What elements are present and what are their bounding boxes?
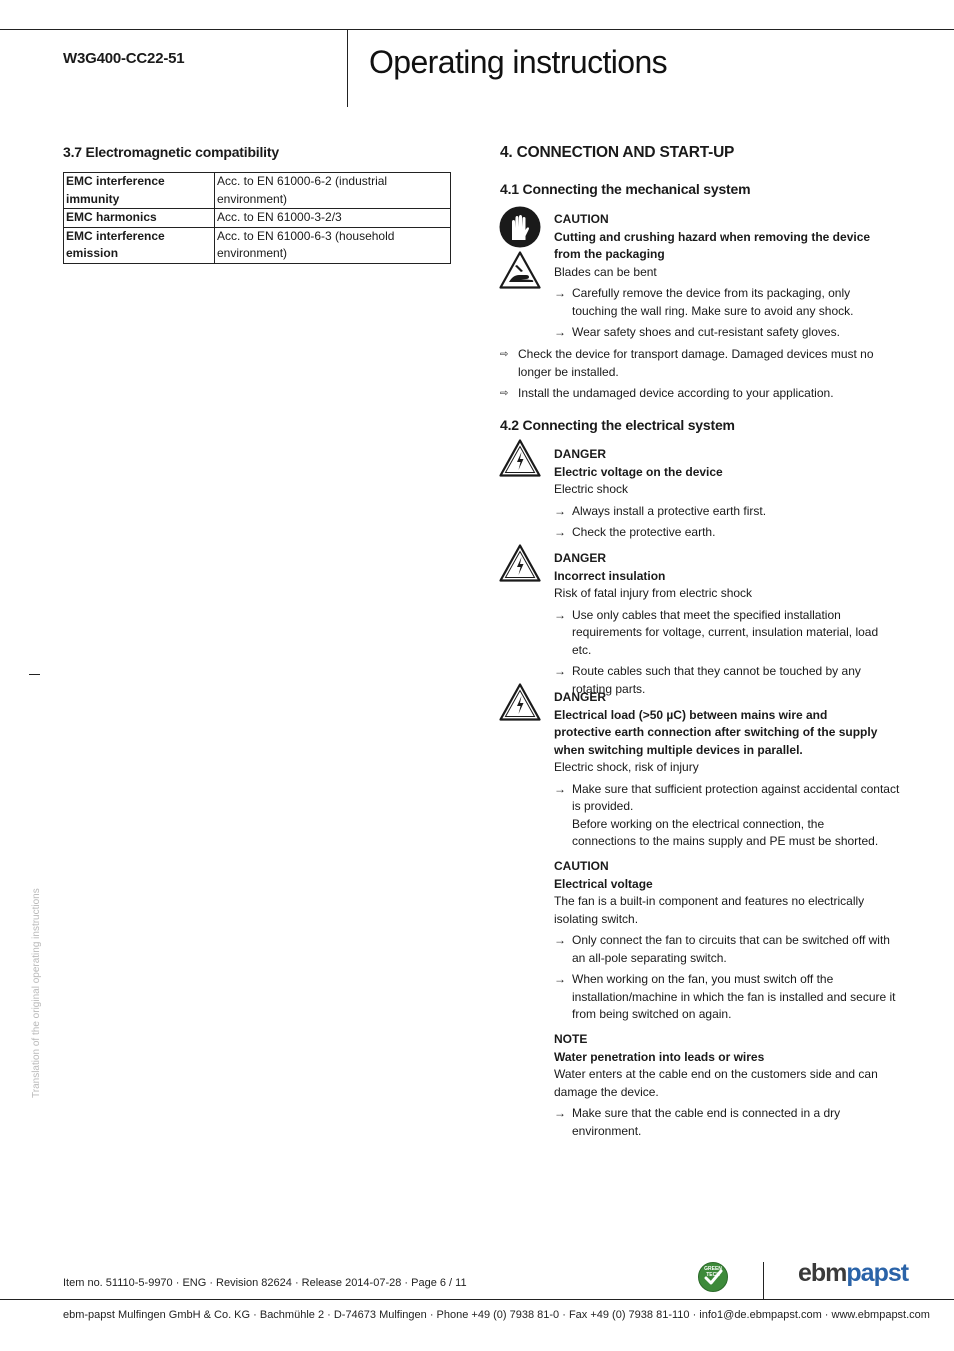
instruction-step: [554, 971, 900, 1024]
bullet-arrow-icon: ⇨: [500, 349, 509, 360]
step-line: is provided.: [572, 799, 634, 813]
table-row: [64, 227, 451, 263]
notice-effect: Blades can be bent: [554, 264, 657, 279]
step-line: Route cables such that they cannot be touched by any: [572, 664, 861, 678]
emc-value-cell: [215, 173, 451, 209]
brand-logo-ebm: ebm: [798, 1259, 847, 1287]
bullet-arrow-icon: ⇨: [500, 388, 509, 399]
notice-subject-line: protective earth connection after switching of the supply: [554, 725, 878, 739]
header-top-rule: [0, 29, 954, 30]
cell-line: immunity: [66, 191, 120, 206]
section-4-heading: 4. CONNECTION AND START-UP: [500, 144, 735, 161]
emc-table: [63, 172, 451, 264]
notice-level: CAUTION: [554, 212, 609, 226]
instruction-step: [554, 324, 900, 342]
notice-subject-line: Electric voltage on the device: [554, 464, 723, 479]
notice-effect: Electric shock, risk of injury: [554, 760, 699, 774]
page-title: Operating instructions: [369, 44, 668, 80]
instruction-step: [554, 932, 900, 967]
notice-subject-line: Electrical voltage: [554, 876, 653, 891]
cell-line: EMC interference: [66, 228, 165, 243]
step-line: Before working on the electrical connection, the: [572, 816, 825, 831]
notice-subject-line: when switching multiple devices in parallel.: [554, 742, 803, 757]
danger-notice-electrical-load: [554, 689, 900, 851]
cell-line: environment): [217, 191, 288, 206]
notice-effect-line: damage the device.: [554, 1084, 659, 1099]
step-line: connections to the mains supply and PE must be shorted.: [572, 834, 879, 848]
step-line: Use only cables that meet the specified installation: [572, 607, 841, 622]
arrow-icon: →: [554, 664, 566, 678]
step-line: Make sure that the cable end is connected in a dry: [572, 1106, 841, 1120]
electric-voltage-warning-icon: [499, 544, 541, 587]
brand-logo: [798, 1259, 908, 1288]
emc-value-cell: [215, 227, 451, 263]
electric-voltage-warning-icon: [499, 439, 541, 482]
step-line: Wear safety shoes and cut-resistant safety gloves.: [572, 325, 840, 339]
notice-level: DANGER: [554, 690, 607, 704]
electric-voltage-warning-icon: [499, 683, 541, 726]
arrow-icon: →: [554, 607, 566, 622]
instruction-step: [554, 285, 900, 320]
step-line: an all-pole separating switch.: [572, 950, 727, 965]
step-line: from being switched on again.: [572, 1007, 732, 1021]
arrow-icon: →: [554, 933, 566, 947]
fold-mark: [29, 674, 40, 675]
section-4-2-heading: 4.2 Connecting the electrical system: [500, 417, 735, 433]
instruction-step: [554, 503, 900, 521]
step-line: Make sure that sufficient protection against accidental contact: [572, 781, 900, 796]
arrow-icon: →: [554, 503, 566, 518]
step-line: Carefully remove the device from its packaging, only: [572, 286, 851, 300]
notice-subject-line: Water penetration into leads or wires: [554, 1049, 765, 1064]
arrow-icon: →: [554, 972, 566, 986]
emc-value-cell: [215, 209, 451, 228]
cell-line: emission: [66, 246, 119, 260]
footer-logo-divider: [763, 1262, 764, 1300]
cell-line: Acc. to EN 61000-3-2/3: [217, 210, 342, 224]
notice-level: NOTE: [554, 1032, 588, 1046]
bullet-line: longer be installed.: [518, 364, 619, 379]
caution-notice-electrical-voltage: [554, 858, 900, 1024]
step-line: When working on the fan, you must switch off the: [572, 972, 834, 986]
cell-line: EMC harmonics: [66, 210, 157, 224]
arrow-icon: →: [554, 1106, 566, 1120]
instruction-step: [554, 524, 900, 542]
cell-line: environment): [217, 246, 288, 260]
hand-cut-warning-icon: [499, 251, 541, 294]
notice-effect: Electric shock: [554, 482, 629, 496]
list-item: [500, 385, 898, 403]
note-water-penetration: [554, 1031, 900, 1140]
list-item: [500, 346, 898, 381]
model-number: W3G400-CC22-51: [63, 50, 185, 67]
step-line: rotating parts.: [572, 681, 646, 696]
header-divider: [347, 29, 348, 107]
step-line: Only connect the fan to circuits that can be switched off with: [572, 933, 890, 947]
notice-subject-line: Electrical load (>50 µC) between mains wire and: [554, 707, 828, 722]
notice-subject-line: Incorrect insulation: [554, 568, 666, 583]
step-line: Check the protective earth.: [572, 525, 716, 539]
notice-effect-line: The fan is a built-in component and features no electrically: [554, 894, 865, 908]
green-tech-label: GREEN TECH: [704, 1266, 722, 1278]
step-line: touching the wall ring. Make sure to avoid any shock.: [572, 303, 854, 318]
section-3-7-heading: 3.7 Electromagnetic compatibility: [63, 144, 279, 160]
footer-rule: [0, 1299, 954, 1300]
notice-subject-line: Cutting and crushing hazard when removing the device: [554, 229, 871, 244]
cell-line: Acc. to EN 61000-6-3 (household: [217, 228, 395, 243]
notice-level: DANGER: [554, 551, 607, 565]
emc-key-cell: [64, 173, 215, 209]
notice-effect-line: isolating switch.: [554, 911, 639, 926]
danger-notice-insulation: [554, 550, 900, 698]
notice-subject-line: from the packaging: [554, 247, 665, 261]
emc-key-cell: [64, 227, 215, 263]
arrow-icon: →: [554, 286, 566, 300]
instruction-step: [554, 607, 900, 660]
side-note: Translation of the original operating instructions: [31, 888, 42, 1098]
cell-line: EMC interference: [66, 174, 165, 188]
bullet-line: Check the device for transport damage. Damaged devices must no: [518, 347, 874, 361]
notice-level: DANGER: [554, 447, 607, 461]
instruction-step: [554, 781, 900, 851]
instruction-step: [554, 1105, 900, 1140]
notice-level: CAUTION: [554, 859, 609, 873]
danger-notice-voltage: [554, 446, 900, 542]
cell-line: Acc. to EN 61000-6-2 (industrial: [217, 174, 388, 188]
notice-effect-line: Water enters at the cable end on the customers side and can: [554, 1067, 878, 1081]
section-4-1-heading: 4.1 Connecting the mechanical system: [500, 181, 751, 197]
step-line: Always install a protective earth first.: [572, 503, 767, 518]
caution-notice-cutting: [554, 211, 900, 342]
table-row: [64, 173, 451, 209]
bullet-line: Install the undamaged device according to your application.: [518, 386, 834, 400]
step-line: requirements for voltage, current, insulation material, load etc.: [572, 625, 879, 657]
step-line: environment.: [572, 1123, 642, 1138]
table-row: [64, 209, 451, 228]
emc-key-cell: [64, 209, 215, 228]
arrow-icon: →: [554, 525, 566, 539]
arrow-icon: →: [554, 325, 566, 339]
arrow-icon: →: [554, 781, 566, 796]
step-line: installation/machine in which the fan is installed and secure it: [572, 989, 896, 1004]
brand-logo-papst: papst: [846, 1259, 909, 1287]
footer-company-info: ebm-papst Mulfingen GmbH & Co. KG · Bachmühle 2 · D-74673 Mulfingen · Phone +49 (0) 7938 81-0 · Fax +49 (0) 7938 81-110 · info1@de.ebmpapst.com · www.ebmpapst.com: [63, 1309, 930, 1321]
gloves-icon: [499, 206, 541, 253]
notice-effect: Risk of fatal injury from electric shock: [554, 586, 753, 600]
footer-item-info: Item no. 51110-5-9970 · ENG · Revision 82624 · Release 2014-07-28 · Page 6 / 11: [63, 1277, 467, 1289]
